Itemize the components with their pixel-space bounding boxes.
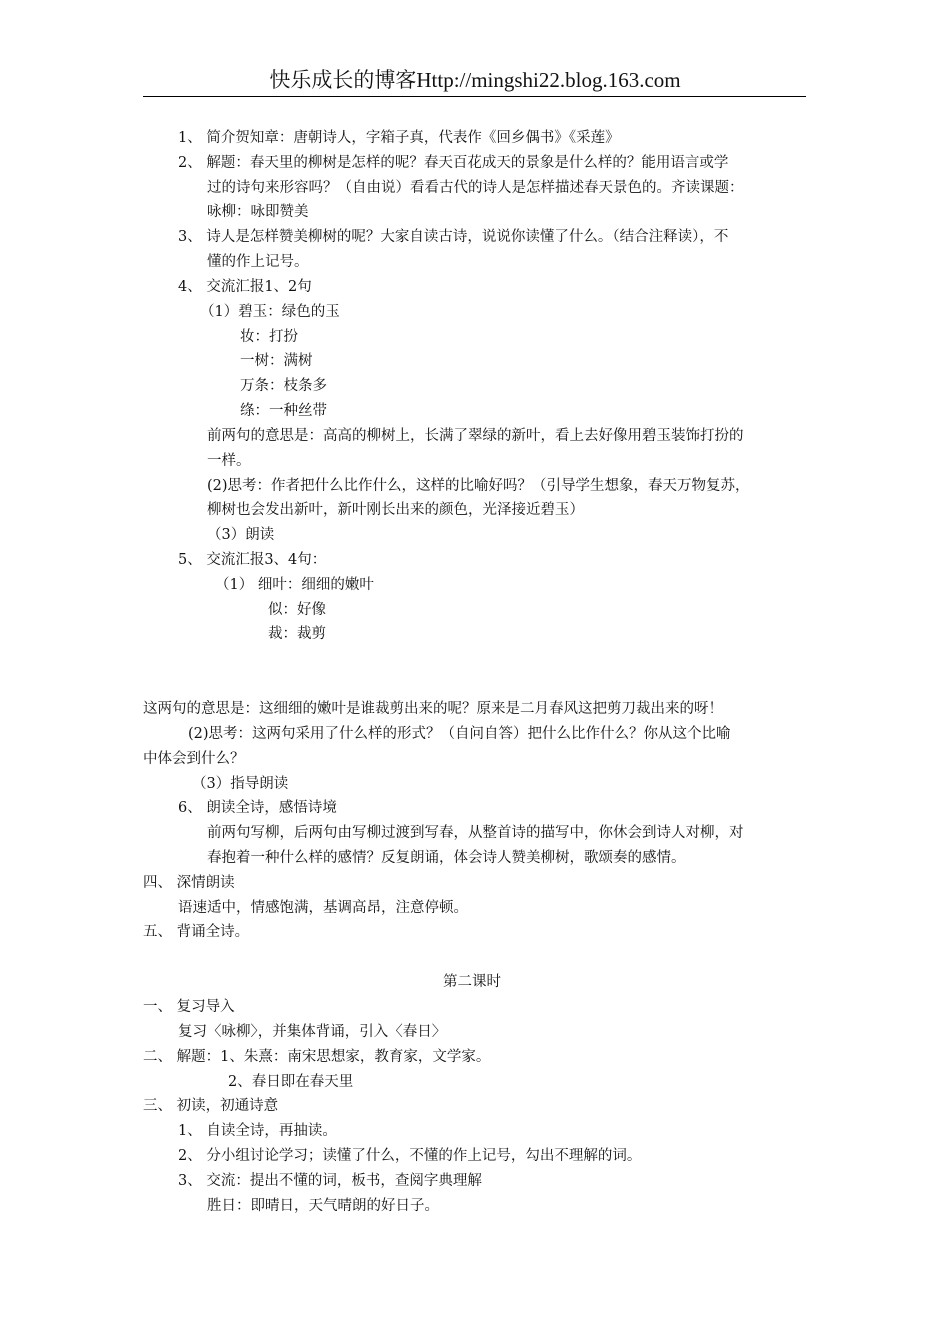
text-line: （3）指导朗读 (192, 776, 289, 792)
text-line: 2、 解题：春天里的柳树是怎样的呢？春天百花成天的景象是什么样的？能用语言或学 (178, 155, 729, 171)
text-line: 3、 交流：提出不懂的词，板书，查阅字典理解 (178, 1173, 482, 1189)
text-line: （1）碧玉：绿色的玉 (200, 304, 340, 320)
text-line: （1） 细叶：细细的嫩叶 (215, 577, 374, 593)
text-line: 前两句写柳，后两句由写柳过渡到写春，从整首诗的描写中，你休会到诗人对柳，对 (207, 825, 744, 841)
text-line: (2)思考：作者把什么比作什么，这样的比喻好吗？（引导学生想象，春天万物复苏， (207, 478, 750, 494)
text-line: 4、 交流汇报1、2句 (178, 279, 312, 295)
text-line: 胜日：即晴日，天气晴朗的好日子。 (207, 1198, 439, 1214)
text-line: 中体会到什么？ (143, 751, 245, 767)
text-line: 懂的作上记号。 (207, 254, 309, 270)
text-line: 过的诗句来形容吗？（自由说）看看古代的诗人是怎样描述春天景色的。齐读课题： (207, 180, 744, 196)
section-heading: 五、 背诵全诗。 (143, 924, 250, 940)
header-rule (143, 96, 806, 97)
text-line: 5、 交流汇报3、4句： (178, 552, 327, 568)
section-heading: 二、 解题：1、朱熹：南宋思想家，教育家，文学家。 (143, 1049, 491, 1065)
text-line: 3、 诗人是怎样赞美柳树的呢？大家自读古诗，说说你读懂了什么。（结合注释读），不 (178, 229, 729, 245)
text-line: 6、 朗读全诗，感悟诗境 (178, 800, 337, 816)
text-line: (2)思考：这两句采用了什么样的形式？（自问自答）把什么比作什么？你从这个比喻 (188, 726, 731, 742)
text-line: （3）朗读 (207, 527, 275, 543)
text-line: 2、春日即在春天里 (228, 1074, 354, 1090)
text-line: 似：好像 (268, 602, 326, 618)
text-line: 1、 简介贺知章：唐朝诗人，字箱子真，代表作《回乡偶书》《采莲》 (178, 130, 620, 146)
text-line: 一样。 (207, 453, 251, 469)
text-line: 柳树也会发出新叶，新叶刚长出来的颜色，光泽接近碧玉） (207, 502, 584, 518)
text-line: 这两句的意思是：这细细的嫩叶是谁裁剪出来的呢？原来是二月春风这把剪刀裁出来的呀！ (143, 701, 723, 717)
text-line: 妆：打扮 (240, 329, 298, 345)
text-line: 绦：一种丝带 (240, 403, 327, 419)
text-line: 一树：满树 (240, 353, 313, 369)
text-line: 裁：裁剪 (268, 626, 326, 642)
lesson-title: 第二课时 (443, 974, 501, 990)
section-heading: 一、 复习导入 (143, 999, 235, 1015)
section-heading: 四、 深情朗读 (143, 875, 235, 891)
text-line: 语速适中，情感饱满，基调高昂，注意停顿。 (178, 900, 468, 916)
text-line: 咏柳：咏即赞美 (207, 204, 309, 220)
text-line: 1、 自读全诗，再抽读。 (178, 1123, 337, 1139)
text-line: 万条：枝条多 (240, 378, 327, 394)
section-heading: 三、 初读，初通诗意 (143, 1098, 279, 1114)
text-line: 春抱着一种什么样的感情？反复朗诵，体会诗人赞美柳树，歌颂奏的感情。 (207, 850, 686, 866)
blog-header: 快乐成长的博客Http://mingshi22.blog.163.com (269, 68, 681, 92)
text-line: 2、 分小组讨论学习；读懂了什么，不懂的作上记号，勾出不理解的词。 (178, 1148, 642, 1164)
text-line: 复习〈咏柳〉，并集体背诵，引入〈春日〉 (178, 1024, 447, 1040)
text-line: 前两句的意思是：高高的柳树上，长满了翠绿的新叶，看上去好像用碧玉装饰打扮的 (207, 428, 744, 444)
